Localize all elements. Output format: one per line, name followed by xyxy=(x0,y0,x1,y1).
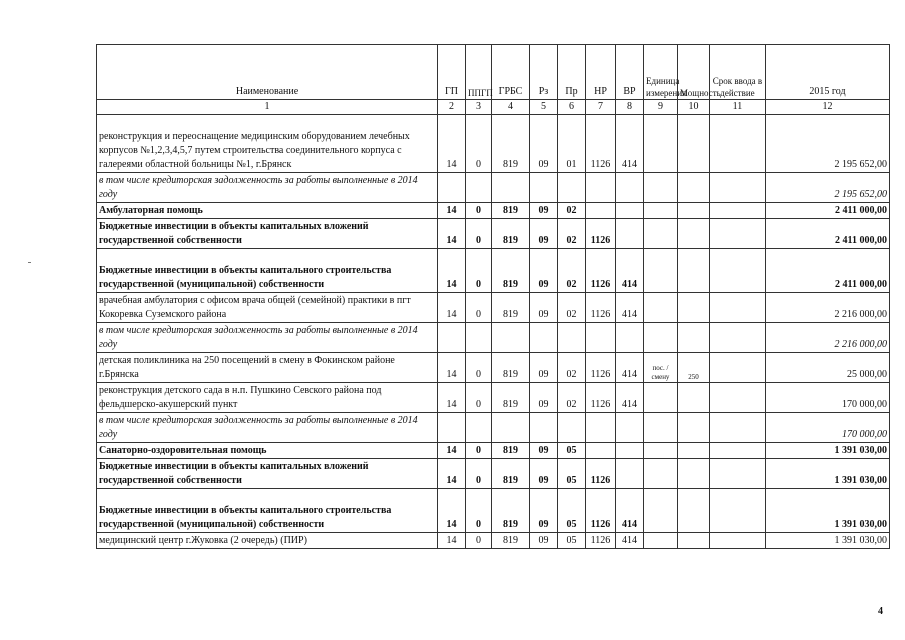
cell-unit xyxy=(644,459,678,489)
cell-grbs: 819 xyxy=(492,249,530,293)
cell-pr: 05 xyxy=(558,443,586,459)
table-row xyxy=(97,533,890,549)
cell-vr: 414 xyxy=(616,249,644,293)
cell-amount: 170 000,00 xyxy=(766,413,890,443)
table-row xyxy=(97,489,890,533)
header-grbs: ГРБС xyxy=(492,45,530,100)
cell-gp: 14 xyxy=(438,353,466,383)
cell-ppgp: 0 xyxy=(466,115,492,173)
table-row xyxy=(97,219,890,249)
cell-vr xyxy=(616,173,644,203)
cell-capacity xyxy=(678,173,710,203)
cell-capacity xyxy=(678,115,710,173)
cell-unit xyxy=(644,249,678,293)
column-number-row xyxy=(97,100,890,115)
cell-gp: 14 xyxy=(438,443,466,459)
cell-grbs xyxy=(492,413,530,443)
header-pr: Пр xyxy=(558,45,586,100)
cell-gp: 14 xyxy=(438,533,466,549)
cell-amount: 1 391 030,00 xyxy=(766,533,890,549)
cell-grbs: 819 xyxy=(492,115,530,173)
cell-amount: 2 195 652,00 xyxy=(766,115,890,173)
column-number: 6 xyxy=(558,100,586,115)
cell-capacity xyxy=(678,203,710,219)
table-row xyxy=(97,203,890,219)
table-row xyxy=(97,413,890,443)
cell-name: в том числе кредиторская задолженность за работы выполненные в 2014 году xyxy=(97,173,438,203)
cell-pr: 02 xyxy=(558,293,586,323)
cell-pr: 01 xyxy=(558,115,586,173)
cell-vr xyxy=(616,443,644,459)
cell-unit xyxy=(644,413,678,443)
cell-deadline xyxy=(710,173,766,203)
header-year: 2015 год xyxy=(766,45,890,100)
cell-name: в том числе кредиторская задолженность за работы выполненные в 2014 году xyxy=(97,413,438,443)
cell-ppgp: 0 xyxy=(466,489,492,533)
cell-vr: 414 xyxy=(616,115,644,173)
cell-amount: 2 411 000,00 xyxy=(766,219,890,249)
column-number: 2 xyxy=(438,100,466,115)
cell-ppgp: 0 xyxy=(466,249,492,293)
cell-gp xyxy=(438,413,466,443)
cell-capacity xyxy=(678,293,710,323)
cell-pr xyxy=(558,413,586,443)
cell-unit xyxy=(644,533,678,549)
cell-ppgp: 0 xyxy=(466,443,492,459)
cell-deadline xyxy=(710,203,766,219)
cell-unit xyxy=(644,219,678,249)
cell-nr xyxy=(586,443,616,459)
cell-unit xyxy=(644,203,678,219)
cell-rz: 09 xyxy=(530,533,558,549)
cell-unit: пос. / смену xyxy=(644,353,678,383)
cell-nr xyxy=(586,203,616,219)
cell-nr xyxy=(586,323,616,353)
table-row xyxy=(97,115,890,173)
cell-gp: 14 xyxy=(438,249,466,293)
table-row xyxy=(97,353,890,383)
cell-pr xyxy=(558,173,586,203)
cell-rz: 09 xyxy=(530,203,558,219)
cell-deadline xyxy=(710,219,766,249)
cell-nr: 1126 xyxy=(586,533,616,549)
cell-vr xyxy=(616,459,644,489)
cell-deadline xyxy=(710,459,766,489)
cell-capacity xyxy=(678,249,710,293)
cell-nr: 1126 xyxy=(586,293,616,323)
cell-deadline xyxy=(710,353,766,383)
cell-deadline xyxy=(710,443,766,459)
cell-deadline xyxy=(710,413,766,443)
cell-grbs: 819 xyxy=(492,489,530,533)
page-number: 4 xyxy=(878,606,883,617)
column-number: 12 xyxy=(766,100,890,115)
cell-grbs xyxy=(492,173,530,203)
cell-gp: 14 xyxy=(438,115,466,173)
cell-gp xyxy=(438,173,466,203)
table-row xyxy=(97,249,890,293)
cell-name: медицинский центр г.Жуковка (2 очередь) (ПИР) xyxy=(97,533,438,549)
cell-rz: 09 xyxy=(530,383,558,413)
cell-unit xyxy=(644,115,678,173)
cell-unit xyxy=(644,383,678,413)
cell-vr: 414 xyxy=(616,489,644,533)
column-number: 9 xyxy=(644,100,678,115)
cell-grbs: 819 xyxy=(492,459,530,489)
cell-pr: 02 xyxy=(558,203,586,219)
header-name: Наименование xyxy=(97,45,438,100)
cell-name: Бюджетные инвестиции в объекты капитального строительства государственной (муниципальной) собственности xyxy=(97,489,438,533)
cell-unit xyxy=(644,489,678,533)
cell-ppgp: 0 xyxy=(466,219,492,249)
cell-ppgp: 0 xyxy=(466,203,492,219)
cell-pr: 05 xyxy=(558,489,586,533)
header-ppgp: ППГП xyxy=(466,45,492,100)
table-body xyxy=(97,115,890,549)
cell-amount: 2 195 652,00 xyxy=(766,173,890,203)
cell-name: Бюджетные инвестиции в объекты капитальных вложений государственной собственности xyxy=(97,219,438,249)
table-row xyxy=(97,383,890,413)
cell-capacity xyxy=(678,323,710,353)
cell-rz: 09 xyxy=(530,489,558,533)
cell-nr: 1126 xyxy=(586,489,616,533)
cell-name: детская поликлиника на 250 посещений в смену в Фокинском районе г.Брянска xyxy=(97,353,438,383)
cell-amount: 1 391 030,00 xyxy=(766,459,890,489)
cell-rz: 09 xyxy=(530,115,558,173)
cell-nr xyxy=(586,173,616,203)
cell-amount: 2 216 000,00 xyxy=(766,293,890,323)
cell-rz: 09 xyxy=(530,249,558,293)
cell-name: реконструкция детского сада в н.п. Пушкино Севского района под фельдшерско-акушерский пункт xyxy=(97,383,438,413)
cell-amount: 1 391 030,00 xyxy=(766,443,890,459)
cell-deadline xyxy=(710,489,766,533)
cell-ppgp: 0 xyxy=(466,459,492,489)
cell-rz xyxy=(530,323,558,353)
cell-deadline xyxy=(710,533,766,549)
cell-ppgp: 0 xyxy=(466,383,492,413)
cell-capacity xyxy=(678,413,710,443)
cell-gp xyxy=(438,323,466,353)
cell-rz: 09 xyxy=(530,353,558,383)
table-row xyxy=(97,443,890,459)
column-number: 11 xyxy=(710,100,766,115)
cell-grbs: 819 xyxy=(492,203,530,219)
cell-grbs: 819 xyxy=(492,293,530,323)
cell-ppgp: 0 xyxy=(466,533,492,549)
cell-name: Бюджетные инвестиции в объекты капитальных вложений государственной собственности xyxy=(97,459,438,489)
cell-gp: 14 xyxy=(438,383,466,413)
cell-grbs: 819 xyxy=(492,443,530,459)
cell-capacity xyxy=(678,383,710,413)
cell-grbs: 819 xyxy=(492,219,530,249)
column-number: 4 xyxy=(492,100,530,115)
cell-rz: 09 xyxy=(530,459,558,489)
cell-pr: 02 xyxy=(558,249,586,293)
cell-name: Бюджетные инвестиции в объекты капитального строительства государственной (муниципальной) собственности xyxy=(97,249,438,293)
column-number: 5 xyxy=(530,100,558,115)
budget-table xyxy=(96,44,890,549)
cell-nr: 1126 xyxy=(586,115,616,173)
cell-name: Амбулаторная помощь xyxy=(97,203,438,219)
cell-ppgp: 0 xyxy=(466,293,492,323)
cell-pr: 02 xyxy=(558,383,586,413)
cell-amount: 2 411 000,00 xyxy=(766,249,890,293)
scan-dot xyxy=(28,262,31,263)
cell-amount: 25 000,00 xyxy=(766,353,890,383)
cell-name: в том числе кредиторская задолженность за работы выполненные в 2014 году xyxy=(97,323,438,353)
cell-nr: 1126 xyxy=(586,353,616,383)
cell-deadline xyxy=(710,323,766,353)
cell-capacity xyxy=(678,489,710,533)
column-number: 8 xyxy=(616,100,644,115)
table-row xyxy=(97,293,890,323)
cell-rz: 09 xyxy=(530,443,558,459)
cell-nr xyxy=(586,413,616,443)
table-row xyxy=(97,459,890,489)
cell-vr xyxy=(616,413,644,443)
column-number: 1 xyxy=(97,100,438,115)
cell-grbs: 819 xyxy=(492,383,530,413)
cell-ppgp xyxy=(466,413,492,443)
column-number: 3 xyxy=(466,100,492,115)
cell-deadline xyxy=(710,115,766,173)
header-nr: НР xyxy=(586,45,616,100)
cell-gp: 14 xyxy=(438,203,466,219)
cell-nr: 1126 xyxy=(586,459,616,489)
column-number: 7 xyxy=(586,100,616,115)
header-rz: Рз xyxy=(530,45,558,100)
cell-unit xyxy=(644,443,678,459)
header-gp: ГП xyxy=(438,45,466,100)
cell-gp: 14 xyxy=(438,459,466,489)
cell-ppgp xyxy=(466,323,492,353)
cell-amount: 2 411 000,00 xyxy=(766,203,890,219)
cell-grbs xyxy=(492,323,530,353)
cell-unit xyxy=(644,173,678,203)
cell-capacity xyxy=(678,459,710,489)
cell-vr: 414 xyxy=(616,293,644,323)
cell-unit xyxy=(644,293,678,323)
cell-rz: 09 xyxy=(530,293,558,323)
cell-vr xyxy=(616,203,644,219)
cell-vr: 414 xyxy=(616,353,644,383)
cell-capacity: 250 xyxy=(678,353,710,383)
cell-capacity xyxy=(678,219,710,249)
cell-vr xyxy=(616,219,644,249)
table-row xyxy=(97,173,890,203)
cell-grbs: 819 xyxy=(492,353,530,383)
cell-pr: 02 xyxy=(558,219,586,249)
cell-ppgp: 0 xyxy=(466,353,492,383)
cell-rz xyxy=(530,413,558,443)
header-unit: Единица измерения xyxy=(644,45,678,100)
cell-vr: 414 xyxy=(616,383,644,413)
column-number: 10 xyxy=(678,100,710,115)
cell-nr: 1126 xyxy=(586,219,616,249)
cell-name: Санаторно-оздоровительная помощь xyxy=(97,443,438,459)
cell-rz: 09 xyxy=(530,219,558,249)
cell-unit xyxy=(644,323,678,353)
cell-deadline xyxy=(710,249,766,293)
header-deadline: Срок ввода в действие xyxy=(710,45,766,100)
cell-pr: 05 xyxy=(558,459,586,489)
cell-gp: 14 xyxy=(438,293,466,323)
cell-gp: 14 xyxy=(438,219,466,249)
cell-name: врачебная амбулатория с офисом врача общей (семейной) практики в пгт Кокоревка Суземского района xyxy=(97,293,438,323)
cell-capacity xyxy=(678,443,710,459)
header-vr: ВР xyxy=(616,45,644,100)
cell-vr xyxy=(616,323,644,353)
cell-amount: 170 000,00 xyxy=(766,383,890,413)
cell-grbs: 819 xyxy=(492,533,530,549)
cell-name: реконструкция и переоснащение медицинским оборудованием лечебных корпусов №1,2,3,4,5,7 путем строительства соединительного корпуса с галереями областной больницы №1, г.Брянск xyxy=(97,115,438,173)
cell-vr: 414 xyxy=(616,533,644,549)
cell-deadline xyxy=(710,383,766,413)
cell-rz xyxy=(530,173,558,203)
cell-pr xyxy=(558,323,586,353)
header-capacity: Мощность xyxy=(678,45,710,100)
table-row xyxy=(97,323,890,353)
cell-ppgp xyxy=(466,173,492,203)
cell-gp: 14 xyxy=(438,489,466,533)
cell-nr: 1126 xyxy=(586,249,616,293)
cell-capacity xyxy=(678,533,710,549)
cell-deadline xyxy=(710,293,766,323)
cell-amount: 1 391 030,00 xyxy=(766,489,890,533)
cell-nr: 1126 xyxy=(586,383,616,413)
header-row xyxy=(97,45,890,100)
cell-amount: 2 216 000,00 xyxy=(766,323,890,353)
cell-pr: 05 xyxy=(558,533,586,549)
cell-pr: 02 xyxy=(558,353,586,383)
